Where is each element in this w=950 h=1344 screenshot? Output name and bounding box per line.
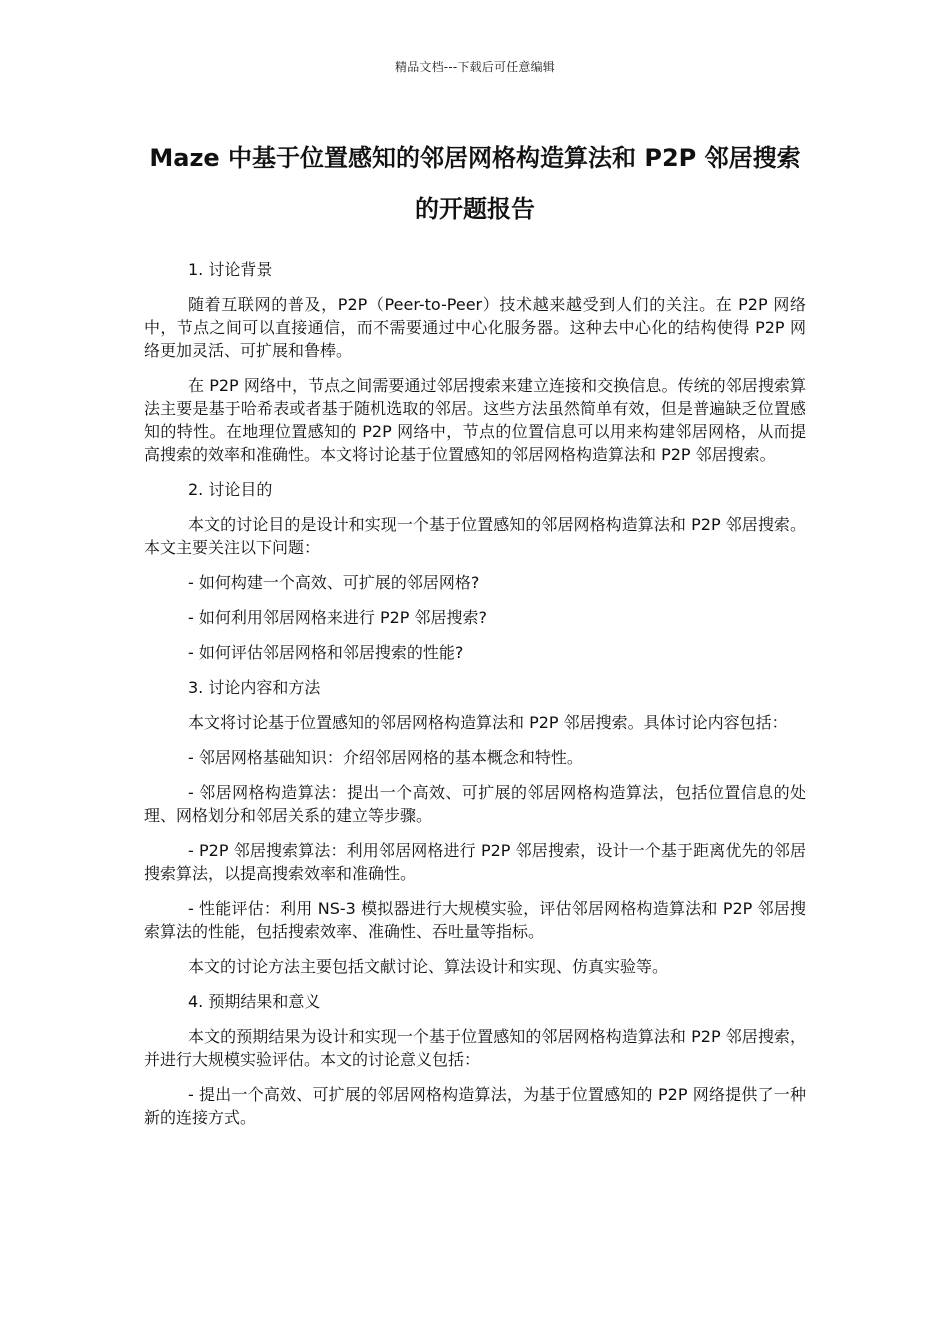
- list-item: - 如何构建一个高效、可扩展的邻居网格?: [188, 573, 480, 592]
- section-heading-content-methods: 3. 讨论内容和方法: [188, 678, 321, 697]
- document-body: [144, 258, 806, 1141]
- list-item: - 邻居网格基础知识：介绍邻居网格的基本概念和特性。: [188, 748, 583, 767]
- title-line-1: Maze 中基于位置感知的邻居网格构造算法和 P2P 邻居搜索: [149, 144, 801, 172]
- page-header: 精品文档---下载后可任意编辑: [395, 60, 555, 74]
- list-item: - 提出一个高效、可扩展的邻居网格构造算法，为基于位置感知的 P2P 网络提供了一种新的连接方式。: [144, 1085, 806, 1127]
- list-item: - 如何利用邻居网格来进行 P2P 邻居搜索?: [188, 608, 488, 627]
- document-title: [140, 133, 810, 235]
- section-heading-purpose: 2. 讨论目的: [188, 480, 273, 499]
- list-item: - P2P 邻居搜索算法：利用邻居网格进行 P2P 邻居搜索，设计一个基于距离优先的邻居搜索算法，以提高搜索效率和准确性。: [144, 841, 806, 883]
- list-item: - 性能评估：利用 NS-3 模拟器进行大规模实验，评估邻居网格构造算法和 P2P 邻居搜索算法的性能，包括搜索效率、准确性、吞吐量等指标。: [144, 899, 806, 941]
- paragraph: 随着互联网的普及，P2P（Peer-to-Peer）技术越来越受到人们的关注。在 P2P 网络中，节点之间可以直接通信，而不需要通过中心化服务器。这种去中心化的结构使得 P2P 网络更加灵活、可扩展和鲁棒。: [144, 295, 806, 360]
- list-item: - 邻居网格构造算法：提出一个高效、可扩展的邻居网格构造算法，包括位置信息的处理、网格划分和邻居关系的建立等步骤。: [144, 783, 806, 825]
- paragraph: 本文将讨论基于位置感知的邻居网格构造算法和 P2P 邻居搜索。具体讨论内容包括：: [188, 713, 788, 732]
- paragraph: 本文的讨论目的是设计和实现一个基于位置感知的邻居网格构造算法和 P2P 邻居搜索。本文主要关注以下问题：: [144, 515, 806, 557]
- list-item: - 如何评估邻居网格和邻居搜索的性能?: [188, 643, 464, 662]
- title-line-2: 的开题报告: [415, 195, 535, 223]
- paragraph: 本文的预期结果为设计和实现一个基于位置感知的邻居网格构造算法和 P2P 邻居搜索，并进行大规模实验评估。本文的讨论意义包括：: [144, 1027, 806, 1069]
- section-heading-background: 1. 讨论背景: [188, 260, 273, 279]
- paragraph: 在 P2P 网络中，节点之间需要通过邻居搜索来建立连接和交换信息。传统的邻居搜索算法主要是基于哈希表或者基于随机选取的邻居。这些方法虽然简单有效，但是普遍缺乏位置感知的特性。在地理位置感知的 P2P 网络中，节点的位置信息可以用来构建邻居网格，从而提高搜索的效率和准确性。本文将讨论基于位置感知的邻居网格构造算法和 P2P 邻居搜索。: [144, 376, 806, 464]
- paragraph: 本文的讨论方法主要包括文献讨论、算法设计和实现、仿真实验等。: [188, 957, 669, 976]
- section-heading-expected-results: 4. 预期结果和意义: [188, 992, 321, 1011]
